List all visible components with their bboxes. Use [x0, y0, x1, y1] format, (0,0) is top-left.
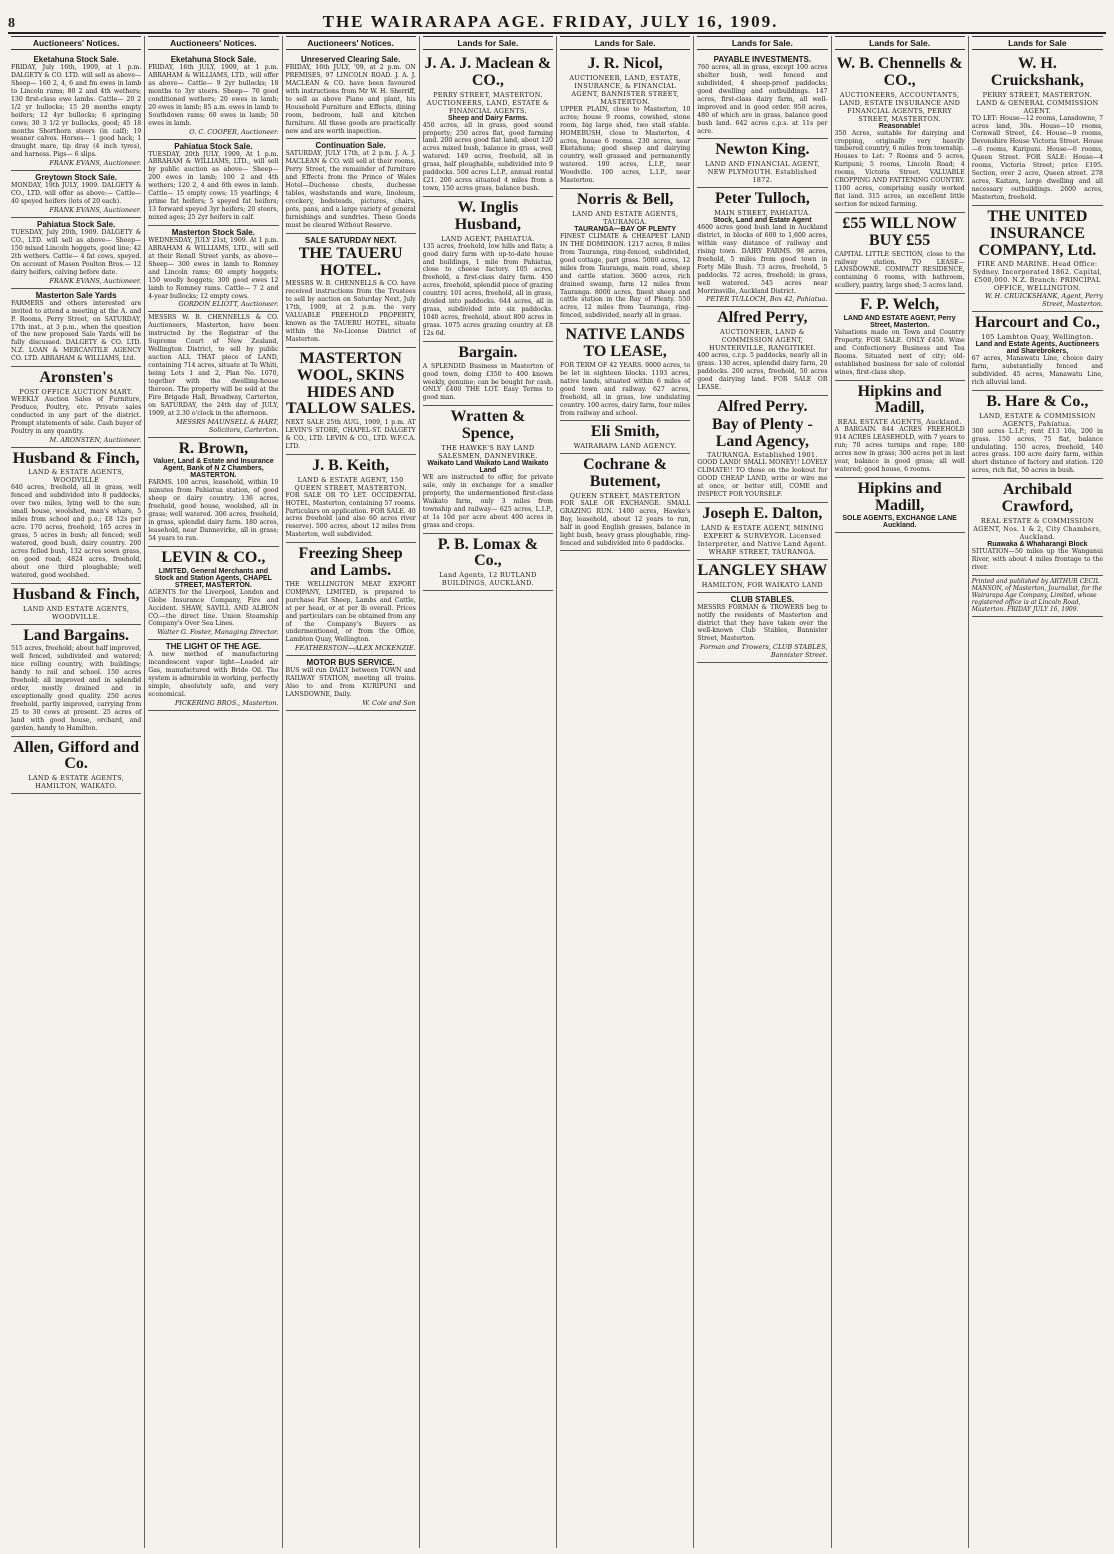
ad-heading: Cochrane & Butement,	[583, 456, 668, 491]
ad-body: A BARGAIN. 844 ACRES FREEHOLD 914 ACRES LEASEHOLD, with 7 years to run; 70 acres turnips and rape; 180 acres now in grass; 300 acres pot in last year, balance in good grass; all well watered; good house, 6 rooms.	[834, 426, 965, 473]
imprint: Printed and published by ARTHUR CECIL MANSON, of Masterton, Journalist, for the Wairarapa Age Company, Limited, whose registered office is at Lincoln Road, Masterton. FRIDAY JULY 16, 1909.	[972, 576, 1103, 617]
masthead	[8, 6, 1106, 34]
advertisement	[972, 206, 1103, 312]
ad-body: SITUATION—50 miles up the Wanganui River, with about 4 miles frontage to the river.	[971, 547, 1103, 571]
ad-sig: W. Cole and Son	[362, 699, 416, 708]
ad-body: TUESDAY, 20th JULY, 1909, At 1 p.m. ABRAHAM & WILLIAMS, LTD., will sell by public auction as above— Sheep— 200 ewes in lamb; 100 2 and 4th wethers; 120 2, 4 and 6th ewes in lamb. Cattle— 15 empty cows; 15 yearlings; 4 prime fat heifers; 5 speyed fat heifers; 13 forward speyed 3yr heifers; 20 steers, mixed ages; 25 2yr heifers in calf.	[148, 150, 279, 221]
advertisement	[11, 367, 141, 447]
advertisement	[148, 640, 278, 711]
ad-heading: Alfred Perry.	[717, 397, 808, 415]
ad-sub: TAURANGA. Established 1901.	[707, 451, 818, 460]
ad-title: Greytown Stock Sale.	[35, 173, 118, 183]
ad-title: PAYABLE INVESTMENTS.	[713, 55, 812, 64]
ad-title: CLUB STABLES.	[730, 594, 795, 604]
ad-sig: Walter G. Foster, Managing Director.	[157, 628, 279, 637]
ad-sub2: LAND AND ESTATE AGENT, Perry Street, Masterton.	[843, 315, 956, 330]
advertisement	[286, 234, 416, 348]
advertisement	[697, 307, 827, 395]
ad-sub: LAND & ESTATE AGENTS, HAMILTON, WAIKATO.	[28, 774, 124, 791]
advertisement	[286, 656, 416, 711]
ad-heading: F. P. Welch,	[860, 296, 940, 314]
advertisement	[11, 171, 141, 218]
ad-heading: J. A. J. Maclean & CO.,	[424, 55, 552, 89]
advertisement	[148, 547, 278, 640]
newspaper-title: THE WAIRARAPA AGE. FRIDAY, JULY 16, 1909.	[322, 12, 779, 31]
advertisement	[835, 53, 965, 213]
advertisement	[286, 455, 416, 543]
page-number: 8	[8, 16, 15, 31]
ad-sub: LAND, ESTATE & COMMISSION AGENTS, Pahiatua.	[979, 411, 1096, 428]
advertisement	[423, 342, 553, 406]
ad-title: Masterton Stock Sale.	[171, 227, 255, 237]
ad-heading: Archibald Crawford,	[1001, 481, 1074, 516]
ad-heading: Husband & Finch,	[12, 585, 140, 603]
ad-sub: POST OFFICE AUCTION MART.	[19, 387, 133, 396]
ad-heading: Newton King.	[715, 141, 810, 159]
advertisement	[697, 396, 827, 503]
ad-sub: QUEEN STREET, MASTERTON	[569, 491, 681, 500]
ad-body: 640 acres, freehold, all in grass, well fenced and subdivided into 8 paddocks, over two miles, lying well to the sun; small house, woolshed, man's whare, 5 miles from school and p.o.; £8 12s per acre. 170 acres, freehold, 165 acres in grass, 5 acres in bush; all fenced; well watered, good bush, dairy country. 200 acres felled bush, 132 acres sown grass, on good road; 4824 acres, freehold, about one third ploughable; well watered, good woolshed.	[11, 484, 142, 579]
ad-body: A new method of manufacturing incandescent vapor light—Loaded air Gas, manufactured with Bride Oil. The system is admirable in working, perfectly simple, absolutely safe, and very economical.	[148, 651, 279, 699]
ad-body: 450 acres, all in grass, good sound property; 250 acres flat, good farming land. 200 acres good flat land, about 120 acres mixed bush, balance in grass, well watered. 149 acres, freehold, all in grass, half ploughable, subdivided into 9 paddocks. 500 acres L.I.P., annual rental £21. 200 acres situated 4 miles from a town, 150 acres grass, balance bush.	[422, 121, 553, 193]
ad-heading: Hipkins and Madill,	[857, 479, 942, 514]
advertisement	[697, 560, 827, 593]
ad-heading: J. R. Nicol,	[587, 55, 663, 72]
ad-sub: WAIRARAPA LAND AGENCY.	[573, 442, 677, 451]
column-header: Lands for Sale.	[697, 36, 827, 50]
ad-body: GOOD LAND! SMALL MONEY!! LOVELY CLIMATE!! TO those on the lookout for GOOD CHEAP LAND, write or wire me at once, or better still, COME and INSPECT FOR YOURSELF.	[697, 459, 828, 499]
ad-sub2: SOLE AGENTS, EXCHANGE LANE Auckland.	[842, 515, 957, 530]
ad-heading: W. B. Chennells & CO.,	[836, 55, 963, 89]
ad-body: Valuations made on Town and Country Property. FOR SALE. ONLY £450. Wine and Confectionery Business and Tea Rooms. Situated next of city; old-established business for sale of colonial wines, first-class shop.	[834, 329, 965, 376]
ad-body: 300 acres L.I.P.; rent £13 10s, 200 in grass. 150 acres, 75 flat, balance undulating. 150 acres, freehold, 140 acres grass. 100 acre dairy farm, within short distance of factory and station. 120 acres, rich flat, 50 acres in bush.	[971, 427, 1103, 475]
advertisement	[697, 188, 827, 307]
ad-heading: Husband & Finch,	[12, 449, 140, 467]
ad-body: THE WELLINGTON MEAT EXPORT COMPANY, LIMITED, is prepared to purchase Fat Sheep, Lambs and Cattle, at per head, or at per lb overall. Prices and particulars can be obtained from any of the Company's Buyers as undermentioned, or from the Office, Lambton Quay, Wellington.	[285, 580, 416, 644]
advertisement	[835, 381, 965, 478]
ad-heading: W. H. Cruickshank,	[990, 55, 1084, 89]
column-3	[283, 36, 420, 1548]
ad-sub2: LIMITED, General Merchants and Stock and Station Agents, CHAPEL STREET, MASTERTON.	[154, 567, 272, 589]
ad-sub: LAND AND ESTATE AGENTS, TAURANGA.	[572, 209, 679, 226]
ad-heading: Land Bargains.	[23, 626, 130, 644]
ad-heading2: Bay of Plenty - Land Agency,	[711, 415, 813, 450]
ad-sig: PICKERING BROS., Masterton.	[174, 699, 279, 708]
ad-sub: AUCTIONEER, LAND, ESTATE, INSURANCE, & FINANCIAL AGENT, BANNISTER STREET, MASTERTON.	[569, 73, 681, 106]
advertisement	[11, 584, 141, 625]
advertisement	[423, 53, 553, 197]
ad-body: FRIDAY, 16th JULY, '09, at 2 p.m. ON PREMISES, 97 LINCOLN ROAD. J. A. J. MACLEAN & CO. have been favoured with instructions from Mr W. H. Sherriff, to sell as above Piano and plant, his Household Furniture and Effects, dining room, bedroom, hall and kitchen furniture. All these goods are practically new and are worth inspection.	[285, 64, 416, 135]
ad-body: MONDAY, 19th JULY, 1909. DALGETY & CO., LTD. will offer as above:— Cattle— 40 speyed heifers (lots of 20 each).	[11, 182, 142, 206]
ad-body: TUESDAY, July 20th, 1909. DALGETY & CO., LTD. will sell as above— Sheep— 150 mixed Lincoln hoggets, good line; 42 2th wethers. Cattle— 4 fat cows, speyed. On account of Mason Poulton Bros.— 12 dairy heifers, calving before date.	[11, 229, 142, 276]
ad-sub: PERRY STREET, MASTERTON. LAND & GENERAL COMMISSION AGENT.	[976, 90, 1099, 115]
ad-sub: REAL ESTATE AGENTS, Auckland.	[837, 418, 962, 427]
ad-body: NEXT SALE 25th AUG., 1909, 1 p.m. AT LEVIN'S STORE, CHAPEL-ST. DALGETY & CO., LTD. LEVIN & CO., LTD. W.F.C.A. LTD.	[285, 419, 416, 450]
ad-heading: Joseph E. Dalton,	[702, 505, 823, 523]
advertisement	[972, 312, 1103, 391]
ad-body: CAPITAL LITTLE SECTION, close to the railway station. TO LEASE—LANSDOWNE. COMPACT RESIDENCE, containing 6 rooms, with bathroom, scullery, pantry, large shed; 5 acres land.	[834, 250, 965, 290]
ad-body: MESSRS W. B. CHENNELLS & CO. Auctioneers, Masterton, have been instructed by the Registrar of the Supreme Court of New Zealand, Wellington District, to sell by public auction ALL THAT piece of LAND, containing 714 acres, situate at Te Whiti, being Lots 1 and 2, Plan No. 1070, together with the dwelling-house thereon. The property will be sold at the Fire Brigade Hall, Broadway, Carterton, on SATURDAY, the 24th day of JULY, 1909, at 2.30 o'clock in the afternoon.	[148, 314, 279, 417]
ad-heading: Hipkins and Madill,	[857, 382, 942, 417]
advertisement	[11, 737, 141, 795]
ad-sub: HAMILTON, FOR WAIKATO LAND	[701, 580, 823, 589]
ad-body: 760 acres, all in grass, except 100 acres shelter bush, well fenced and subdivided, 4 sheep-proof paddocks; good dwelling and outbuildings. 147 acres, first-class dairy farm, all well-improved and in good order. 950 acres, 480 of which are in grass, balance good bush land. 642 acres c.p.s. at 11s per acre.	[697, 64, 828, 135]
ad-heading: Eli Smith,	[590, 423, 660, 441]
advertisement	[148, 226, 278, 313]
advertisement	[11, 53, 141, 171]
ad-heading: THE TAUERU HOTEL.	[298, 244, 403, 279]
ad-sub2: TAURANGA—BAY OF PLENTY	[574, 225, 677, 233]
column-header: Auctioneers' Notices.	[11, 36, 141, 50]
advertisement	[560, 53, 690, 189]
ad-title: Unreserved Clearing Sale.	[301, 55, 401, 64]
ad-body: 67 acres, Manawatu Line, choice dairy farm, substantially fenced and subdivided. 45 acres, Manawatu Line, rich alluvial land.	[971, 355, 1103, 386]
ad-title: MOTOR BUS SERVICE.	[306, 658, 395, 668]
advertisement	[286, 348, 416, 455]
ad-heading: Aronsten's	[39, 369, 113, 387]
ad-title: Eketahuna Stock Sale.	[170, 55, 257, 64]
ad-body: MESSRS W. B. CHENNELLS & CO. have received instructions from the Trustees to sell by auction on Saturday Next, July 17th, 1909, at 2 p.m. the very VALUABLE FREEHOLD PROPERTY, known as the TAUERU HOTEL, situate within the No-License District of Masterton.	[285, 280, 416, 343]
ad-body: WEDNESDAY, JULY 21st, 1909. At 1 p.m. ABRAHAM & WILLIAMS, LTD., will sell at their Renall Street yards, as above— Sheep— 300 ewes in lamb to Romney and Lincoln rams; 60 empty hoggets; 150 woolly hoggets; 300 good ewes 12 lamb to Romney rams. Cattle— 7 2 and 4-year bullocks; 12 empty cows.	[148, 236, 279, 300]
column-header: Lands for Sale	[972, 36, 1103, 50]
advertisement	[697, 139, 827, 188]
ad-title: Masterton Sale Yards	[35, 290, 117, 300]
ad-sub: LAND & ESTATE AGENT, MINING EXPERT & SURVEYOR. Licensed Interpreter, and Native Land Agent. WHARF STREET, TAURANGA.	[697, 523, 827, 556]
column-7	[832, 36, 969, 1548]
ad-sig: FEATHERSTON—ALEX MCKENZIE.	[294, 644, 416, 653]
ad-body: FARMS. 100 acres, leasehold, within 10 minutes from Pahiatua station, of good sheep or dairy country. 136 acres, freehold, good house, woolshed, all in grass; well watered. 306 acres, freehold, in grass, splendid dairy farm. 180 acres, leasehold, near Dannevirke, all in grass; 54 years to run.	[148, 479, 279, 542]
ad-body: 400 acres, c.r.p. 5 paddocks, nearly all in grass. 130 acres, splendid dairy farm, 20 paddocks. 200 acres, freehold, 50 acres good dairying land. FOR SALE OR LEASE.	[697, 352, 828, 392]
advertisement	[835, 294, 965, 380]
ad-body: FOR SALE OR EXCHANGE. SMALL GRAZING RUN. 1400 acres, Hawke's Bay, leasehold, about 12 years to run, half in good English grasses, balance in light bush, heavy grass ploughable, ring-fenced and subdivided into 6 paddocks.	[560, 499, 691, 547]
ad-body: 4600 acres good bush land in Auckland district, in blocks of 600 to 1,600 acres, within easy distance of railway and rising town. DAIRY FARMS. 98 acres, freehold, 5 miles from good town in Forty Mile Bush. 73 acres, freehold, 5 paddocks. 72 acres, freehold; in grass, well watered. 545 acres near Morrinsville, Auckland District.	[697, 224, 828, 295]
advertisement	[560, 421, 690, 454]
ad-sub: PERRY STREET, MASTERTON. AUCTIONEERS, LAND, ESTATE & FINANCIAL AGENTS.	[426, 90, 549, 115]
ad-sub: LAND AND ESTATE AGENTS, WOODVILLE.	[23, 604, 130, 621]
ad-sub: THE HAWKE'S BAY LAND SALESMEN, DANNEVIRKE.	[438, 443, 538, 460]
advertisement	[835, 478, 965, 534]
ad-title: SALE SATURDAY NEXT.	[304, 235, 397, 245]
ad-sub: AUCTIONEERS, ACCOUNTANTS, LAND, ESTATE INSURANCE AND FINANCIAL AGENTS, PERRY STREET, MASTERTON.	[839, 90, 961, 123]
ad-heading: Allen, Gifford and Co.	[13, 738, 140, 773]
ad-heading: Freezing Sheep and Lambs.	[298, 545, 403, 580]
newspaper-page	[8, 36, 1106, 1548]
advertisement	[972, 479, 1103, 575]
advertisement	[697, 593, 827, 664]
ad-body: 135 acres, freehold, low hills and flats; a good dairy farm with up-to-date house and buildings, 1 mile from Pahiatua, close to cheese factory. 105 acres, freehold, a first-class dairy farm. 450 acres, freehold, splendid piece of grazing country. 101 acres, freehold, all in grass, divided into paddocks. 644 acres, all in grass, subdivided into six paddocks. 1040 acres, freehold, about 800 acres in grass. 1075 acres grazing country at £8 12s 6d.	[422, 242, 553, 337]
ad-heading: MASTERTON WOOL, SKINS HIDES AND TALLOW SALES.	[286, 349, 416, 418]
column-8	[969, 36, 1106, 1548]
ad-sub2: Stock, Land and Estate Agent	[713, 217, 812, 225]
column-header: Auctioneers' Notices.	[148, 36, 278, 50]
ad-title: THE LIGHT OF THE AGE.	[165, 642, 261, 652]
ad-heading: J. B. Keith,	[312, 456, 390, 474]
advertisement	[972, 53, 1103, 206]
ad-sub2: Waikato Land Waikato Land Waikato Land	[427, 459, 549, 474]
advertisement	[11, 448, 141, 584]
ad-body: 515 acres, freehold; about half improved, well fenced, subdivided and watered; nice rolling country, with buildings; handy to rail and school. 150 acres freehold; all improved and in splendid order, mostly drained and in exceptionally good quality. 250 acres freehold, partly improved, carrying from 25 to 30 cows at present. 25 acres of land with good house, orchard, and garden, handy to Hamilton.	[11, 645, 142, 732]
ad-heading: NATIVE LANDS TO LEASE,	[565, 326, 685, 361]
column-6	[694, 36, 831, 1548]
ad-sub2: Sheep and Dairy Farms.	[447, 114, 528, 122]
column-5	[557, 36, 694, 1548]
ad-title: Pahiatua Stock Sale.	[36, 220, 116, 230]
column-header: Auctioneers' Notices.	[286, 36, 416, 50]
ad-heading: £55 WILL NOW BUY £55	[842, 214, 957, 249]
ad-heading: W. Inglis Husband,	[454, 199, 521, 233]
ad-sig: MESSRS MAUNSELL & HART, Solicitors, Carterton.	[176, 417, 279, 434]
ad-sub2: Valuer, Land & Estate and Insurance Agent, Bank of N Z Chambers, MASTERTON.	[153, 458, 274, 480]
ad-sig: Forman and Trowers, CLUB STABLES, Bannister Street.	[699, 643, 828, 660]
ad-sub2: Land and Estate Agents, Auctioneers and Sharebrokers,	[975, 341, 1100, 356]
advertisement	[423, 534, 553, 592]
ad-body: AGENTS for the Liverpool, London and Globe Insurance Company, Fire and Accident. SHAW, SAVILL AND ALBION CO.—the direct line. Union Steamship Company's Over Sea Lines.	[148, 588, 279, 628]
ad-sub2: Reasonable!	[878, 122, 921, 130]
column-header: Lands for Sale.	[560, 36, 690, 50]
ad-body: UPPER PLAIN, close to Masterton, 10 acres; house 9 rooms, cowshed, stone room, big large shed, two stall stable. HOMEBUSH, close to Masterton, 4 acres, house 6 rooms. 230 acres, near Eketahuna; good sheep and dairying country, well grassed and permanently watered. 190 acres, L.I.P., near Woodville. 100 acres, L.I.P., near Masterton.	[560, 105, 691, 185]
ad-body: FINEST CLIMATE & CHEAPEST LAND IN THE DOMINION. 1217 acres, 8 miles from Tauranga, ring-fenced, subdivided, good cottage, part grass. 5000 acres, 12 miles from Tauranga, main road, sheep and cattle station. 3600 acres, rich drained swamp, farm 12 miles from Tauranga. 8000 acres, finest sheep and cattle station in the Bay of Plenty. 550 acres, 12 miles from Tauranga, ring-fenced, subdivided, nearly all in grass.	[560, 232, 691, 320]
ad-sub: MAIN STREET, PAHIATUA.	[714, 209, 811, 218]
column-2	[145, 36, 282, 1548]
ad-body: WE are instructed to offer, for private sale, only in exchange for a smaller property, the undermentioned first-class Waikato farm, only 3 miles from township and railway— 625 acres, L.I.P., at 1s 10d per acre about 400 acres in grass and crops.	[422, 473, 553, 529]
ad-sig: PETER TULLOCH, Box 42, Pahiatua.	[706, 295, 828, 304]
advertisement	[423, 197, 553, 342]
ad-sig: FRANK EVANS, Auctioneer.	[49, 159, 142, 168]
ad-sig: W. H. CRUICKSHANK, Agent, Perry Street, Masterton.	[984, 292, 1103, 309]
advertisement	[560, 454, 690, 551]
ad-sub: LAND AGENT, PAHIATUA.	[441, 234, 535, 243]
advertisement	[972, 391, 1103, 479]
ad-sub: FIRE AND MARINE. Head Office: Sydney. Incorporated 1862. Capital, £500,000. N.Z. Branch: PRINCIPAL OFFICE, WELLINGTON.	[972, 260, 1103, 293]
ad-sub: LAND AND FINANCIAL AGENT, NEW PLYMOUTH. Established 1872.	[705, 160, 820, 185]
ad-heading: Peter Tulloch,	[714, 190, 810, 208]
advertisement	[148, 438, 278, 547]
ad-body: A SPLENDID Business in Masterton of good town, doing £350 to 400 known weekly, genuine; can be bought for cash. ONLY £400 THE LOT. Easy Terms to good man.	[422, 362, 553, 402]
ad-sub2: Ruawaka & Whaharangi Block	[987, 540, 1088, 548]
ad-title: Continuation Sale.	[315, 141, 386, 151]
ad-sub: AUCTIONEER, LAND & COMMISSION AGENT, HUNTERVILLE, RANGITIKEI.	[709, 328, 816, 353]
ad-heading: LANGLEY SHAW	[697, 561, 828, 579]
ad-body: WEEKLY Auction Sales of Furniture, Produce, Poultry, etc. Private sales conducted in any part of the district. Prompt statements of sale. Cash buyer of Poultry in any quantity.	[11, 395, 142, 435]
ad-sig: M. ARONSTEN, Auctioneer.	[49, 435, 142, 444]
advertisement	[286, 543, 416, 656]
column-header: Lands for Sale.	[423, 36, 553, 50]
ad-title: Pahiatua Stock Sale.	[174, 141, 253, 151]
advertisement	[423, 406, 553, 533]
ad-title: Eketahuna Stock Sale.	[33, 55, 119, 64]
ad-sig: O. C. COOPER, Auctioneer.	[189, 127, 279, 136]
advertisement	[11, 625, 141, 737]
advertisement	[11, 289, 141, 368]
advertisement	[148, 140, 278, 226]
ad-heading: LEVIN & CO.,	[161, 548, 266, 566]
ad-heading: P. B. Lomax & Co.,	[437, 535, 539, 570]
ad-body: MESSRS FORMAN & TROWERS beg to notify the residents of Masterton and district that they have taken over the well-known Club Stables, Bannister Street, Masterton.	[697, 603, 828, 643]
ad-sig: FRANK EVANS, Auctioneer.	[49, 206, 142, 215]
column-header: Lands for Sale.	[835, 36, 965, 50]
ad-body: FARMERS and others interested are invited to attend a meeting at the A. and P. Rooms, Perry Street, on SATURDAY, 17th inst., at 3 p.m., when the question of the new proposed Sale Yards will be fully discussed. DALGETY & CO. LTD. N.Z. LOAN & MERCANTILE AGENCY CO. LTD. ABRAHAM & WILLIAMS, Ltd.	[11, 299, 142, 363]
ad-body: 350 Acres, suitable for dairying and cropping, originally very heavily timbered country, 6 miles from township. Houses to Let: 7 Rooms and 5 acres, Kuripuni; 5 rooms, Lincoln Road; 4 rooms, Victoria Street. VALUABLE CROPPING AND FATTENING COUNTRY. 1100 acres, comprising easily worked flat land. 315 acres, an excellent little section for mixed farming.	[834, 129, 965, 209]
column-1	[8, 36, 145, 1548]
advertisement	[286, 139, 416, 233]
ad-body: FOR TERM OF 42 YEARS. 9000 acres, to be let in eighteen blocks. 1193 acres, native lands, situated within 6 miles of good town and railway. 627 acres, freehold, all in grass, low undulating country. 100 acres, dairy farm, four miles from railway and school.	[560, 361, 691, 417]
column-4	[420, 36, 557, 1548]
ad-body: FRIDAY, 16th JULY, 1909, at 1 p.m. ABRAHAM & WILLIAMS, LTD., will offer as above— Cattle— 9 2yr bullocks; 18 months to 3yr steers. Sheep— 70 good conditioned wethers; 20 ewes in lamb; 20 ewes in lamb; 85 a.m. ewes in lamb to Southdown rams; 60 ewes in lamb; 50 ewes in lamb.	[148, 64, 279, 127]
ad-sub: REAL ESTATE & COMMISSION AGENT, Nos. 1 & 2, City Chambers, Auckland.	[973, 516, 1102, 541]
advertisement	[11, 218, 141, 289]
ad-sub: LAND & ESTATE AGENTS, WOODVILLE	[28, 468, 124, 485]
advertisement	[286, 53, 416, 139]
ad-heading: R. Brown,	[178, 439, 249, 457]
ad-heading: B. Hare & Co.,	[986, 392, 1089, 410]
advertisement	[835, 213, 965, 294]
ad-heading: Harcourt and Co.,	[974, 314, 1100, 332]
ad-sub: 105 Lambton Quay, Wellington.	[981, 333, 1094, 342]
ad-heading: Bargain.	[458, 343, 518, 361]
ad-body: TO LET: House—12 rooms, Lansdowne, 7 acres land, 30s. House—10 rooms, Cornwall Street, £4. House—9 rooms, Devonshire House Victoria Street. House—6 rooms, Kuripuni. House—6 rooms, Queen Street. FOR SALE: House—4 rooms, Victoria Street; price £195. Section, over 2 acre, Queen street. 278 acres, Kaitara, large dwelling and all necessary outbuildings. 2600 acres, Masterton, freehold.	[971, 114, 1103, 201]
ad-heading: Alfred Perry,	[717, 309, 808, 327]
ad-sub: LAND & ESTATE AGENT, 150 QUEEN STREET, MASTERTON.	[294, 475, 407, 492]
ad-body: FRIDAY, July 16th, 1909, at 1 p.m. DALGETY & CO. LTD. will sell as above— Sheep— 160 2, 4, 6 and fm ewes in lamb to Lincoln rams; 80 2 and 4th wethers; 130 first-class ewe lambs. Cattle— 20 2 1/2 yr bullocks; 15 20 months empty heifers; 12 4yr bullocks; 6 springing cows; 30 3 1/2 yr bullocks, good; 45 18 months Shorthorn steers (in calf); 19 weaner calves. Horses— 1 good hack; 1 draught mare, tip dray (4 inch tyres), and harness. Pigs— 6 slips.	[11, 64, 142, 159]
advertisement	[560, 189, 690, 324]
ad-heading: Wratten & Spence,	[450, 408, 526, 443]
ad-heading: THE UNITED INSURANCE COMPANY, Ltd.	[978, 207, 1097, 259]
ad-sub: Land Agents, 12 RUTLAND BUILDINGS, AUCKLAND.	[439, 571, 537, 588]
ad-body: SATURDAY, JULY 17th, at 2 p.m. J. A. J. MACLEAN & CO. will sell at their rooms, Perry Street, the remainder of furniture and Effects from the Prince of Wales Hotel—Duchesse chests, duchesse tables, washstands and ware, linoleum, crockery, bedsteads, pictures, chairs, pots, pans, and a large variety of general furnishings and sundries. These Goods must be cleared Without Reserve.	[285, 150, 416, 229]
ad-body: BUS will run DAILY between TOWN and RAILWAY STATION, meeting all trains. Also to and from KURIPUNI and LANSDOWNE, Daily.	[285, 667, 416, 699]
ad-heading: Norris & Bell,	[576, 191, 674, 209]
ad-body: FOR SALE OR TO LET. OCCIDENTAL HOTEL, Masterton, containing 57 rooms. Particulars on application. FOR SALE. 40 acres freehold (and also 60 acres river reserve). 500 acres, about 12 miles from Masterton, well subdivided.	[285, 491, 416, 539]
advertisement	[697, 53, 827, 139]
ad-sig: GORDON ELIOTT, Auctioneer.	[178, 300, 279, 309]
advertisement	[560, 324, 690, 421]
advertisement	[148, 312, 278, 437]
ad-sig: FRANK EVANS, Auctioneer.	[49, 276, 142, 285]
advertisement	[148, 53, 278, 140]
advertisement	[697, 503, 827, 560]
